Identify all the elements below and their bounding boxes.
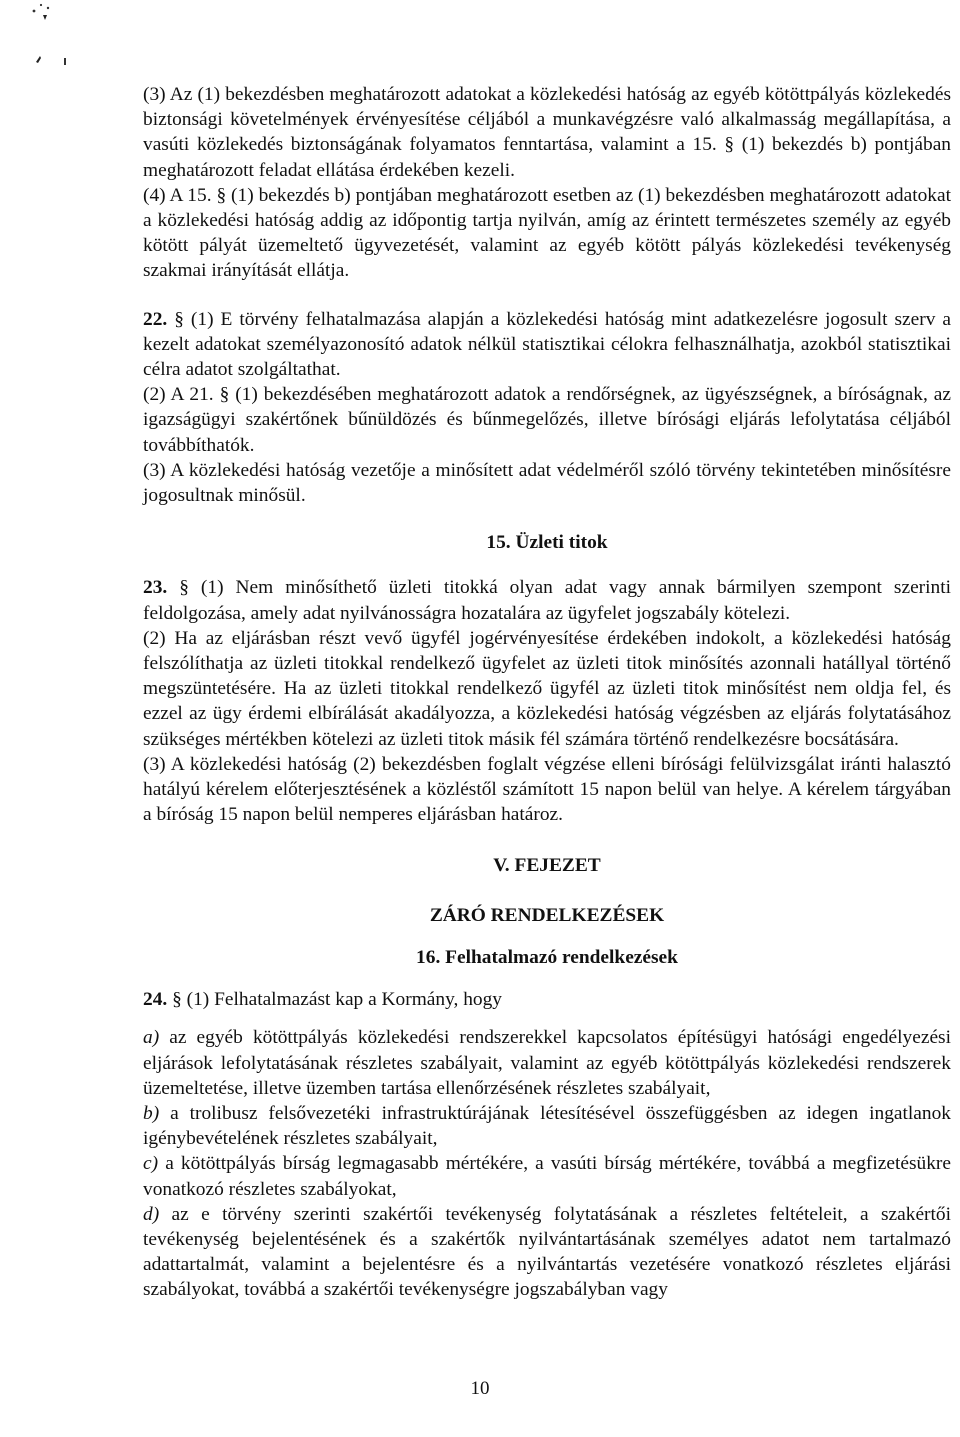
page-number: 10	[470, 1378, 490, 1399]
section-23-paragraph-2: (2) Ha az eljárásban részt vevő ügyfél jogérvényesítése érdekében indokolt, a közlekedési hatóság felszólíthatja az üzleti titokkal rendelkező ügyfelet az üzleti titok minősítés azonnali hatállyal történő megszüntetésére. Ha az üzleti titokkal rendelkező ügyfél az üzleti titok minősítést nem oldja fel, és ezzel az ügy érdemi elbírálását akadályozza, a közlekedési hatóság végzésben az eljárás folytatásához szükséges mértékben kötelezi az üzleti titok másik fél számára történő rendelkezésre bocsátására.	[143, 627, 951, 750]
heading-authorization: 16. Felhatalmazó rendelkezések	[416, 946, 678, 968]
paragraph-4: (4) A 15. § (1) bekezdés b) pontjában meghatározott esetben az (1) bekezdésben meghatározott adatokat a közlekedési hatóság addig az időpontig tartja nyilván, amíg az érintett természetes személy az egyéb kötött pályát üzemeltető ügyvezetését, valamint az egyéb kötött pályás közlekedési tevékenység szakmai irányítását ellátja.	[143, 184, 951, 282]
list-item	[143, 1101, 951, 1151]
section-23-text: § (1) Nem minősíthető üzleti titokká olyan adat vagy annak bármilyen szempont szerinti feldolgozása, amely adat nyilvánosságra hozatalára az ügyfelet jogszabály kötelezi.	[143, 577, 951, 624]
scan-artifact-marks	[0, 0, 90, 70]
item-letter: a)	[143, 1027, 160, 1049]
chapter-title: ZÁRÓ RENDELKEZÉSEK	[429, 904, 665, 926]
section-24-intro	[143, 987, 951, 1012]
list-item	[143, 1151, 951, 1201]
section-22-paragraph-2: (2) A 21. § (1) bekezdésében meghatározott adatok a rendőrségnek, az ügyészségnek, a bíróságnak, az igazságügyi szakértőnek bűnüldözés és bűnmegelőzés, illetve bírósági eljárás lefolytatása céljából továbbíthatók.	[143, 384, 951, 456]
chapter-heading: V. FEJEZET	[493, 855, 601, 877]
item-letter: b)	[143, 1102, 160, 1124]
section-23-paragraph-3: (3) A közlekedési hatóság (2) bekezdésben foglalt végzése elleni bírósági felülvizsgálat iránti halasztó hatályú kérelem előterjesztésének a közléstől számított 15 napon belül van helye. A kérelem tárgyában a bíróság 15 napon belül nemperes eljárásban határoz.	[143, 753, 951, 826]
section-number: 22.	[143, 308, 168, 330]
item-letter: c)	[143, 1153, 159, 1175]
item-text: az e törvény szerinti szakértői tevékenység folytatásának a részletes feltételeit, a szakértői tevékenység bejelentésének és a szakértők nyilvántartásának személyes adatot nem tartalmazó adattartalmát, valamint a bejelentésre és a nyilvántartás vezetésére vonatkozó részletes eljárási szabályokat, továbbá a szakértői tevékenységre jogszabályban vagy	[143, 1203, 951, 1301]
section-24-text: § (1) Felhatalmazást kap a Kormány, hogy	[172, 989, 503, 1011]
item-text: az egyéb kötöttpályás közlekedési rendszerekkel kapcsolatos építésügyi hatósági engedélyezési eljárások lefolytatásának részletes szabályait, valamint az egyéb kötöttpályás közlekedési rendszerek üzemeltetése, illetve üzemben tartása ellenőrzésének részletes szabályait,	[143, 1027, 951, 1099]
section-number: 24.	[143, 989, 168, 1011]
list-item	[143, 1202, 951, 1303]
item-text: a kötöttpályás bírság legmagasabb mértékére, a vasúti bírság mértékére, továbbá a megfizetésükre vonatkozó részletes szabályokat,	[143, 1153, 951, 1200]
heading-trade-secret: 15. Üzleti titok	[486, 532, 608, 554]
section-22-paragraph-1	[143, 307, 951, 383]
section-22-text: § (1) E törvény felhatalmazása alapján a közlekedési hatóság mint adatkezelésre jogosult szerv a kezelt adatokat személyazonosító adatok nélkül statisztikai célokra felhasználhatja, azokból statisztikai célra adatot szolgáltathat.	[143, 308, 951, 381]
section-23-paragraph-1	[143, 575, 951, 625]
list-item	[143, 1025, 951, 1101]
section-22-paragraph-3: (3) A közlekedési hatóság vezetője a minősített adat védelméről szóló törvény tekintetében minősítésre jogosultnak minősül.	[143, 459, 951, 507]
paragraph-3: (3) Az (1) bekezdésben meghatározott adatokat a közlekedési hatóság az egyéb kötöttpályás közlekedés biztonsági követelmények érvényesítése céljából a munkavégzésre való alkalmasság megállapítása, a vasúti közlekedés biztonságának folyamatos fenntartása, valamint a 15. § (1) bekezdés b) pontjában meghatározott feladat ellátása érdekében kezeli.	[143, 84, 951, 181]
item-text: a trolibusz felsővezetéki infrastruktúrájának létesítésével összefüggésben az idegen ingatlanok igénybevételének részletes szabályait,	[143, 1102, 951, 1150]
document-body	[143, 82, 951, 1303]
section-number: 23.	[143, 577, 168, 599]
item-letter: d)	[143, 1203, 160, 1225]
